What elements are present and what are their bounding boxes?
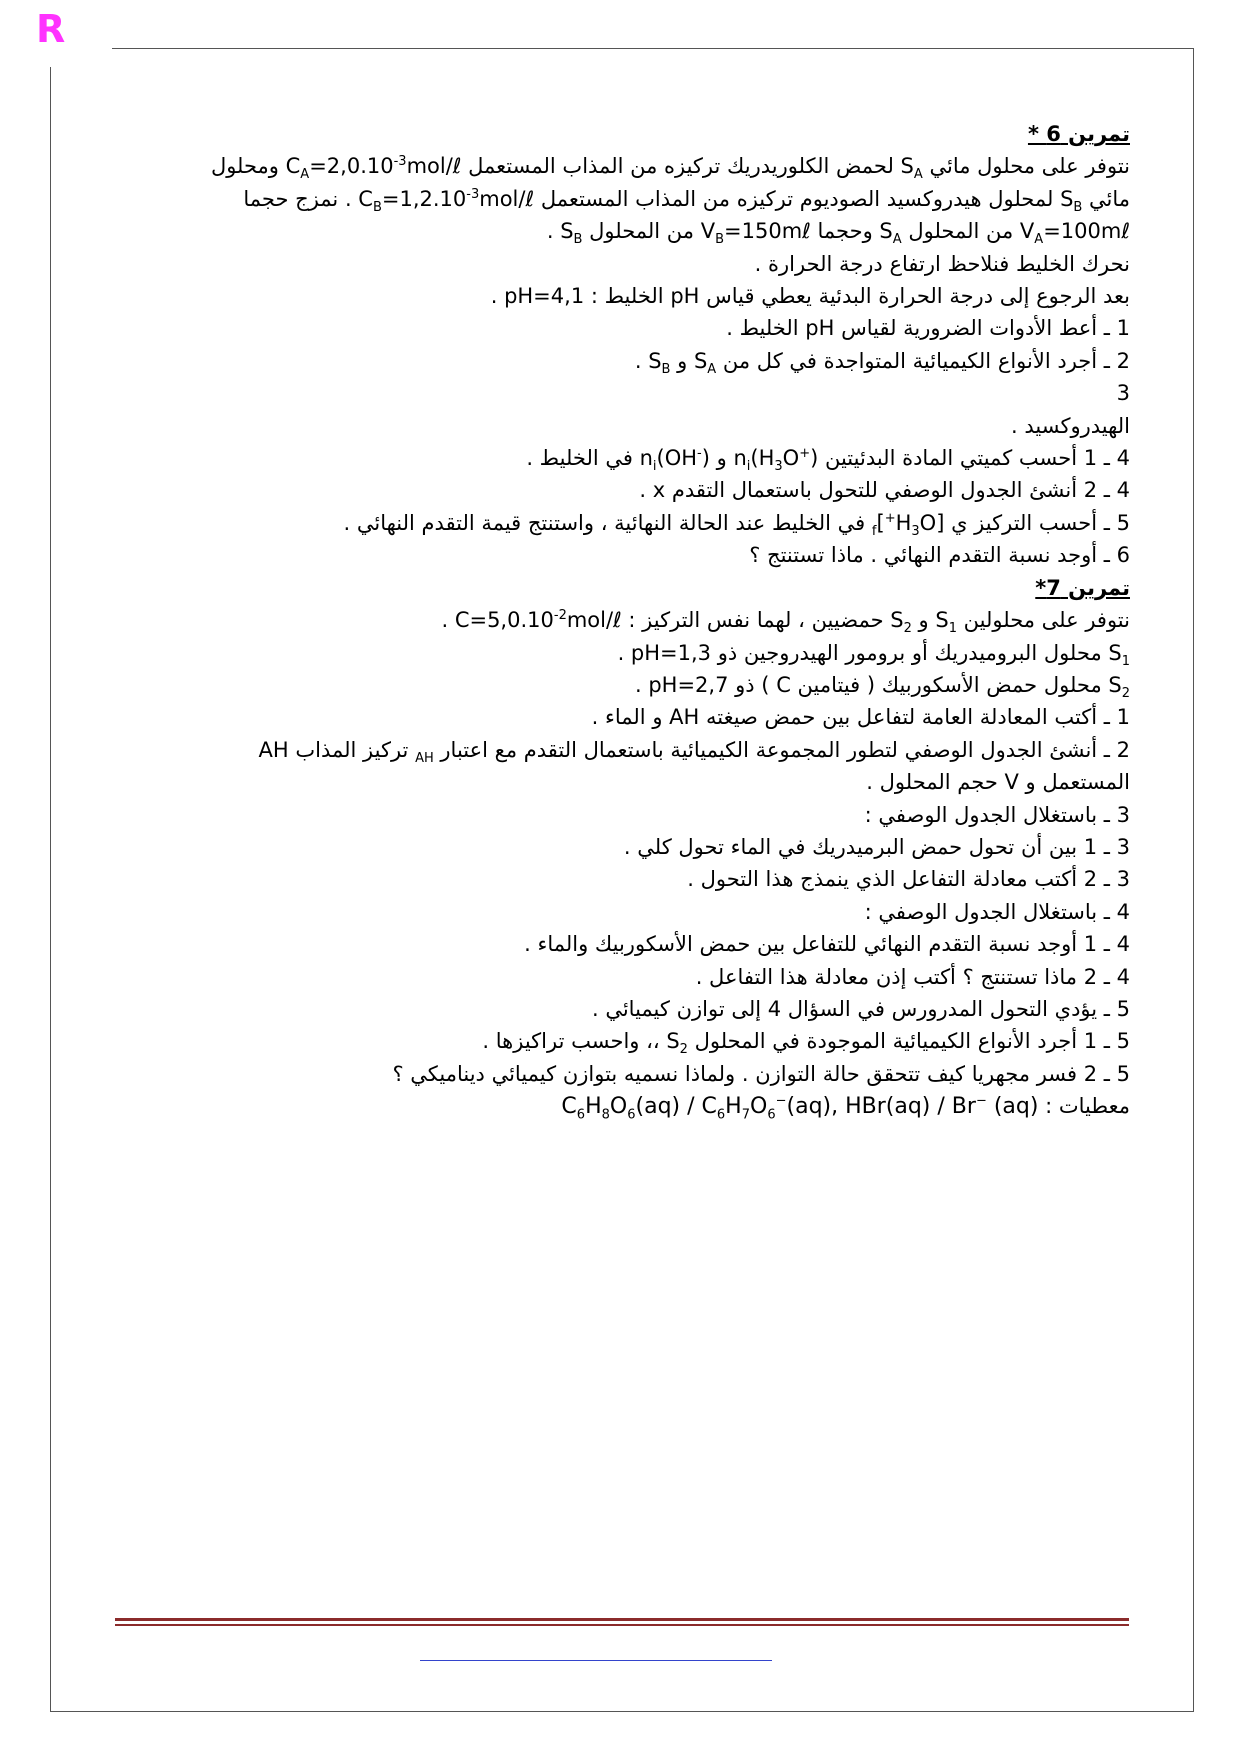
text-line: 1 ـ أكتب المعادلة العامة لتفاعل بين حمض صيغته AH و الماء . bbox=[591, 705, 1130, 730]
text-line: 3 bbox=[1116, 381, 1130, 406]
text-line: نحرك الخليط فنلاحظ ارتفاع درجة الحرارة . bbox=[754, 251, 1130, 276]
text-line: 2 ـ أجرد الأنواع الكيميائية المتواجدة في كل من $S_A$ و $S_B$ . bbox=[634, 348, 1130, 378]
text-line: 3 ـ باستغلال الجدول الوصفي : bbox=[864, 802, 1130, 827]
text-line: 4 ـ 2 ماذا تستنتج ؟ أكتب إذن معادلة هذا التفاعل . bbox=[695, 964, 1130, 989]
frame-right-border bbox=[1193, 48, 1194, 1712]
text-line: 4 ـ 1 أوجد نسبة التقدم النهائي للتفاعل بين حمض الأسكوربيك والماء . bbox=[524, 932, 1130, 957]
text-line: 5 ـ 2 فسر مجهريا كيف تتحقق حالة التوازن . ولماذا نسميه بتوازن كيميائي ديناميكي ؟ bbox=[392, 1061, 1130, 1086]
text-line: نتوفر على محلولين $S_1$ و $S_2$ حمضيين ، لهما نفس التركيز : $C=5,0.10^{-2}mol/\ell$ . bbox=[441, 608, 1130, 637]
text-line: 4 ـ باستغلال الجدول الوصفي : bbox=[864, 899, 1130, 924]
text-line: 2 ـ أنشئ الجدول الوصفي لتطور المجموعة الكيميائية باستعمال التقدم مع اعتبار $_{AH}$ تركيز المذاب AH bbox=[258, 737, 1130, 766]
text-line: الهيدروكسيد . bbox=[1011, 413, 1130, 438]
text-line: نتوفر على محلول مائي $S_A$ لحمض الكلوريدريك تركيزه من المذاب المستعمل $C_A=2,0.10^{-3}mol/\ell$ ومحلول bbox=[210, 154, 1130, 183]
text-line: معطيات : $C_6H_8O_6(aq) / C_6H_7O_6^-(aq)$, HBr(aq) / Br− (aq) bbox=[561, 1093, 1130, 1123]
text-line: 5 ـ يؤدي التحول المدرورس في السؤال 4 إلى توازن كيميائي . bbox=[591, 996, 1130, 1021]
exercise-heading: تمرين 6 * bbox=[1027, 122, 1130, 146]
footer-rule bbox=[115, 1618, 1129, 1621]
text-line: $V_A=100m\ell$ من المحلول $S_A$ وحجما $V_B=150m\ell$ من المحلول $S_B$ . bbox=[546, 219, 1130, 248]
text-line: 6 ـ أوجد نسبة التقدم النهائي . ماذا تستنتج ؟ bbox=[749, 543, 1130, 568]
logo-letter: R bbox=[36, 7, 66, 51]
text-line: مائي $S_B$ لمحلول هيدروكسيد الصوديوم تركيزه من المذاب المستعمل $C_B=1,2.10^{-3}mol/\ell$ . نمزج حجما bbox=[243, 186, 1130, 215]
text-line: 4 ـ 2 أنشئ الجدول الوصفي للتحول باستعمال التقدم x . bbox=[639, 478, 1130, 503]
text-line: بعد الرجوع إلى درجة الحرارة البدئية يعطي قياس pH الخليط : pH=4,1 . bbox=[490, 284, 1130, 309]
text-line: 3 ـ 1 بين أن تحول حمض البرميدريك في الماء تحول كلي . bbox=[623, 834, 1130, 859]
text-line: 5 ـ أحسب التركيز ي $[H_3O^+]_f$ في الخليط عند الحالة النهائية ، واستنتج قيمة التقدم النهائي . bbox=[343, 510, 1130, 540]
footer-link-underline[interactable] bbox=[420, 1660, 772, 1661]
exercise-heading: تمرين 7* bbox=[1035, 575, 1130, 600]
exercise-text bbox=[150, 118, 1130, 1124]
text-line: $S_2$ محلول حمض الأسكوربيك ( فيتامين C ) ذو pH=2,7 . bbox=[634, 672, 1130, 702]
text-line: 4 ـ 1 أحسب كميتي المادة البدئيتين $n_i(H_3O^+)$ و $n_i(OH^-)$ في الخليط . bbox=[526, 446, 1130, 475]
frame-top-border bbox=[112, 48, 1194, 49]
frame-left-border bbox=[50, 67, 51, 1712]
text-line: 5 ـ 1 أجرد الأنواع الكيميائية الموجودة في المحلول $S_2$ ،، واحسب تراكيزها . bbox=[482, 1029, 1130, 1058]
text-line: المستعمل و V حجم المحلول . bbox=[866, 770, 1130, 795]
text-line: 3 ـ 2 أكتب معادلة التفاعل الذي ينمذج هذا التحول . bbox=[687, 867, 1130, 892]
footer-rule bbox=[115, 1624, 1129, 1626]
text-line: 1 ـ أعط الأدوات الضرورية لقياس pH الخليط . bbox=[726, 316, 1130, 341]
frame-bottom-border bbox=[50, 1711, 1194, 1712]
text-line: $S_1$ محلول البروميدريك أو برومور الهيدروجين ذو pH=1,3 . bbox=[617, 640, 1130, 669]
